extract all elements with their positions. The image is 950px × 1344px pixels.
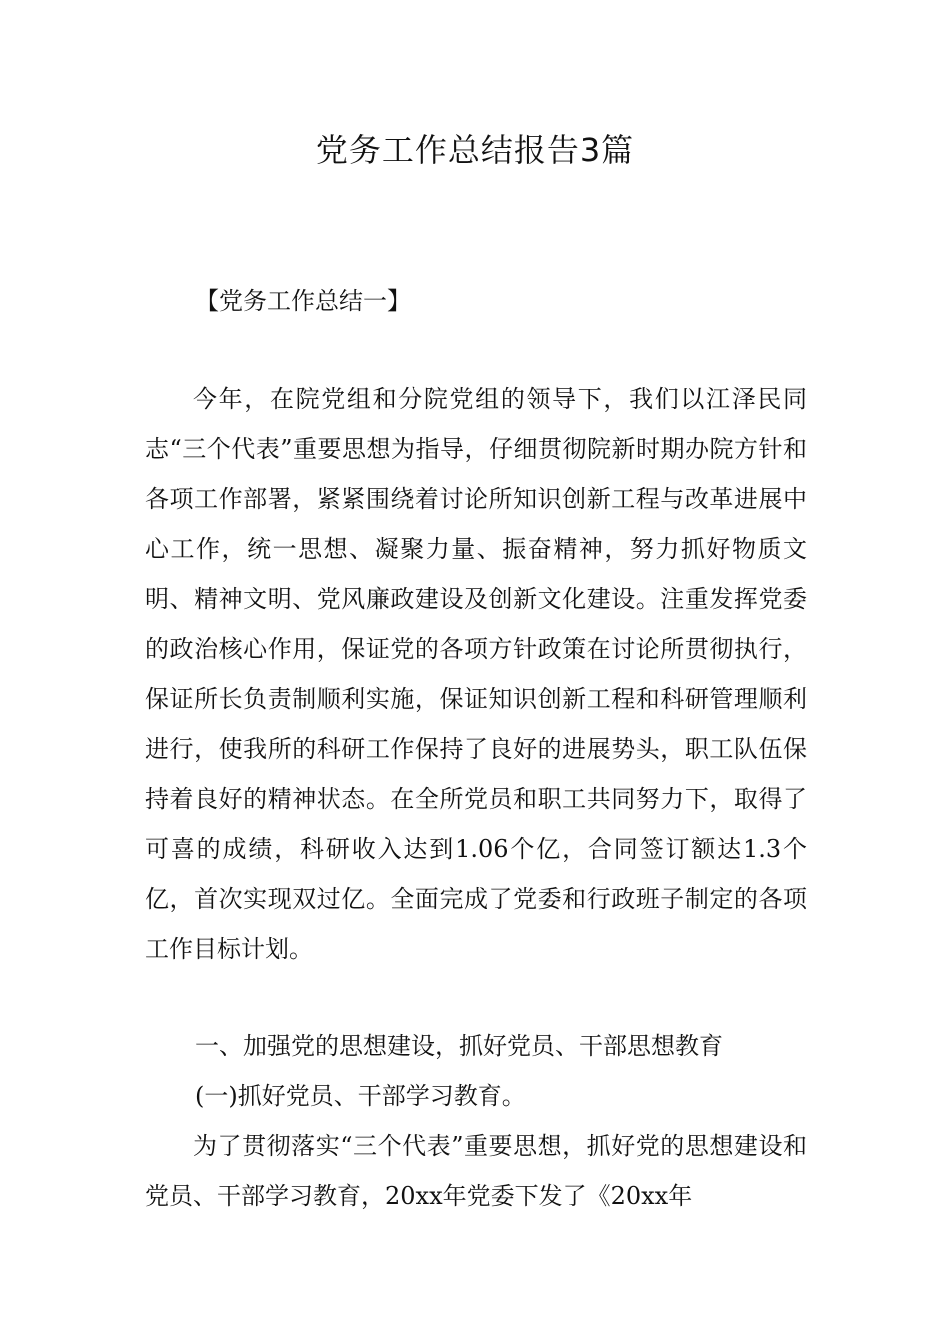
- section-heading: 【党务工作总结一】: [195, 287, 411, 315]
- body-paragraph-2: 为了贯彻落实“三个代表”重要思想，抓好党的思想建设和党员、干部学习教育，20xx年党委下发了《20xx年: [145, 1132, 807, 1210]
- subsection-heading-1: 一、加强党的思想建设，抓好党员、干部思想教育: [195, 1032, 723, 1060]
- document-title: 党务工作总结报告3篇: [315, 131, 635, 169]
- subsection-heading-2: (一)抓好党员、干部学习教育。: [195, 1082, 526, 1110]
- body-paragraph-1: 今年，在院党组和分院党组的领导下，我们以江泽民同志“三个代表”重要思想为指导，仔细贯彻院新时期办院方针和各项工作部署，紧紧围绕着讨论所知识创新工程与改革进展中心工作，统一思想、凝聚力量、振奋精神，努力抓好物质文明、精神文明、党风廉政建设及创新文化建设。注重发挥党委的政治核心作用，保证党的各项方针政策在讨论所贯彻执行，保证所长负责制顺利实施，保证知识创新工程和科研管理顺利进行，使我所的科研工作保持了良好的进展势头，职工队伍保持着良好的精神状态。在全所党员和职工共同努力下，取得了可喜的成绩，科研收入达到1.06个亿，合同签订额达1.3个亿，首次实现双过亿。全面完成了党委和行政班子制定的各项工作目标计划。: [145, 385, 807, 963]
